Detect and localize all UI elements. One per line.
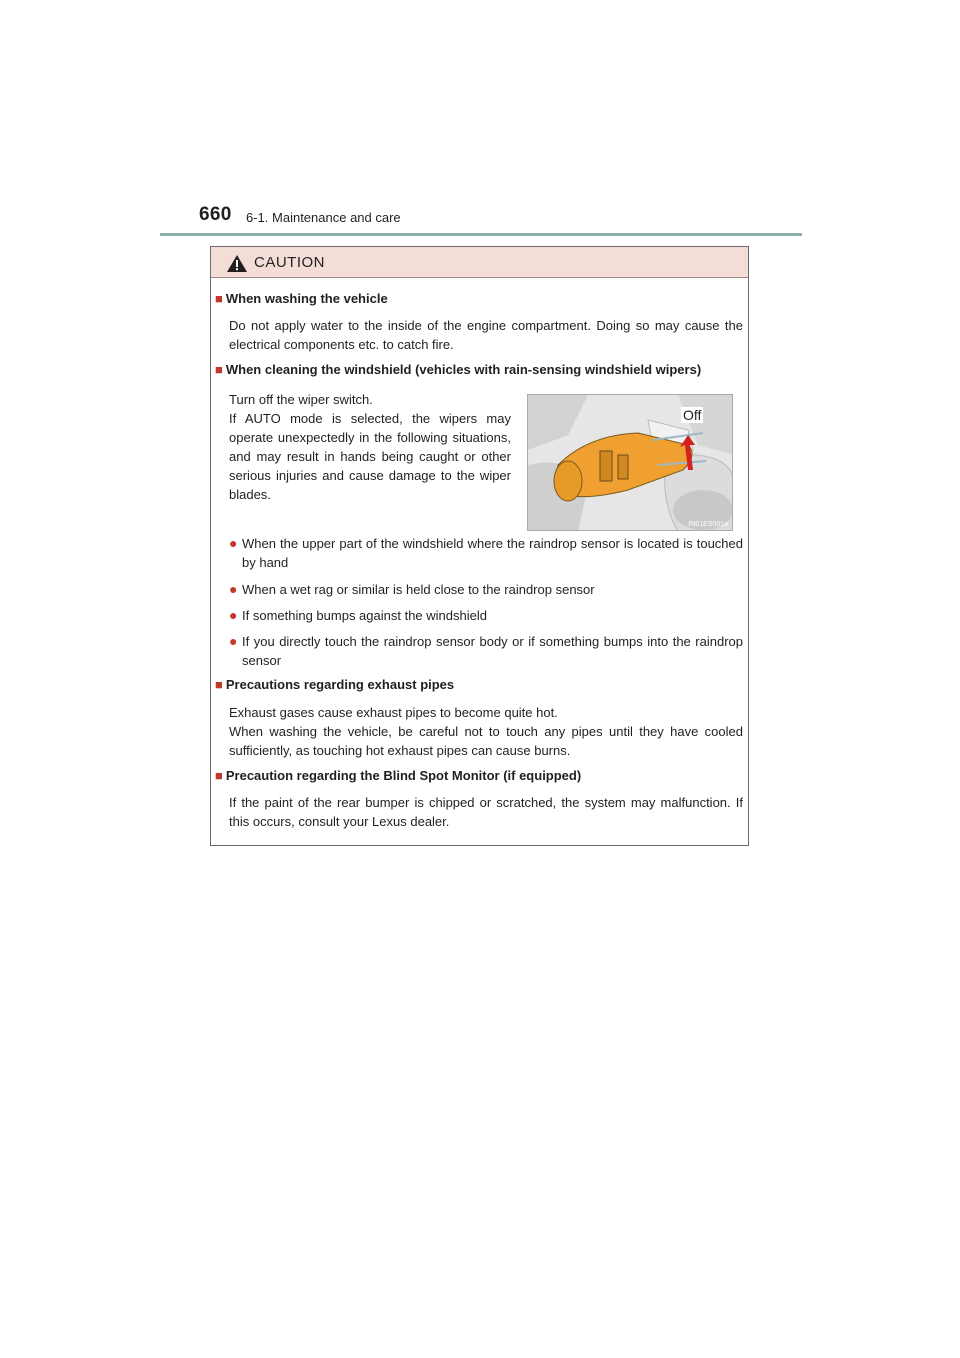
wiper-switch-figure	[527, 394, 733, 531]
page-number: 660	[199, 204, 232, 225]
section-text-blind-spot: If the paint of the rear bumper is chipped or scratched, the system may malfunction. If this occurs, consult your Lexus dealer.	[229, 795, 743, 829]
list-item: ● When the upper part of the windshield where the raindrop sensor is located is touched by hand	[229, 535, 743, 570]
section-text-exhaust: Exhaust gases cause exhaust pipes to become quite hot. When washing the vehicle, be careful not to touch any pipes until they have cooled sufficiently, as touching hot exhaust pipes can cause burns.	[229, 705, 743, 758]
caution-title: CAUTION	[254, 254, 325, 271]
list-item: ● If something bumps against the windshield	[229, 607, 487, 623]
section-text-windshield: Turn off the wiper switch. If AUTO mode is selected, the wipers may operate unexpectedly in the following situations, and may result in hands being caught or other serious injuries and cause damage to the wiper blades.	[229, 392, 511, 502]
section-heading-windshield: ■ When cleaning the windshield (vehicles with rain-sensing windshield wipers)	[215, 362, 702, 377]
page-header	[198, 204, 802, 234]
section-heading-washing: ■ When washing the vehicle	[215, 291, 388, 306]
section-heading-blind-spot: ■ Precaution regarding the Blind Spot Monitor (if equipped)	[215, 768, 582, 783]
section-text-washing: Do not apply water to the inside of the engine compartment. Doing so may cause the electrical components etc. to catch fire.	[229, 318, 743, 352]
warning-triangle-icon	[227, 255, 247, 272]
caution-header	[211, 247, 748, 278]
section-title: 6-1. Maintenance and care	[246, 210, 401, 225]
section-heading-exhaust: ■ Precautions regarding exhaust pipes	[215, 677, 455, 692]
list-item: ● If you directly touch the raindrop sensor body or if something bumps into the raindrop sensor	[229, 633, 743, 668]
header-rule	[160, 233, 802, 236]
figure-code: IN61ES001a	[688, 521, 728, 528]
list-item: ● When a wet rag or similar is held close to the raindrop sensor	[229, 581, 595, 597]
figure-label-off: Off	[683, 407, 702, 423]
caution-box	[210, 246, 749, 846]
